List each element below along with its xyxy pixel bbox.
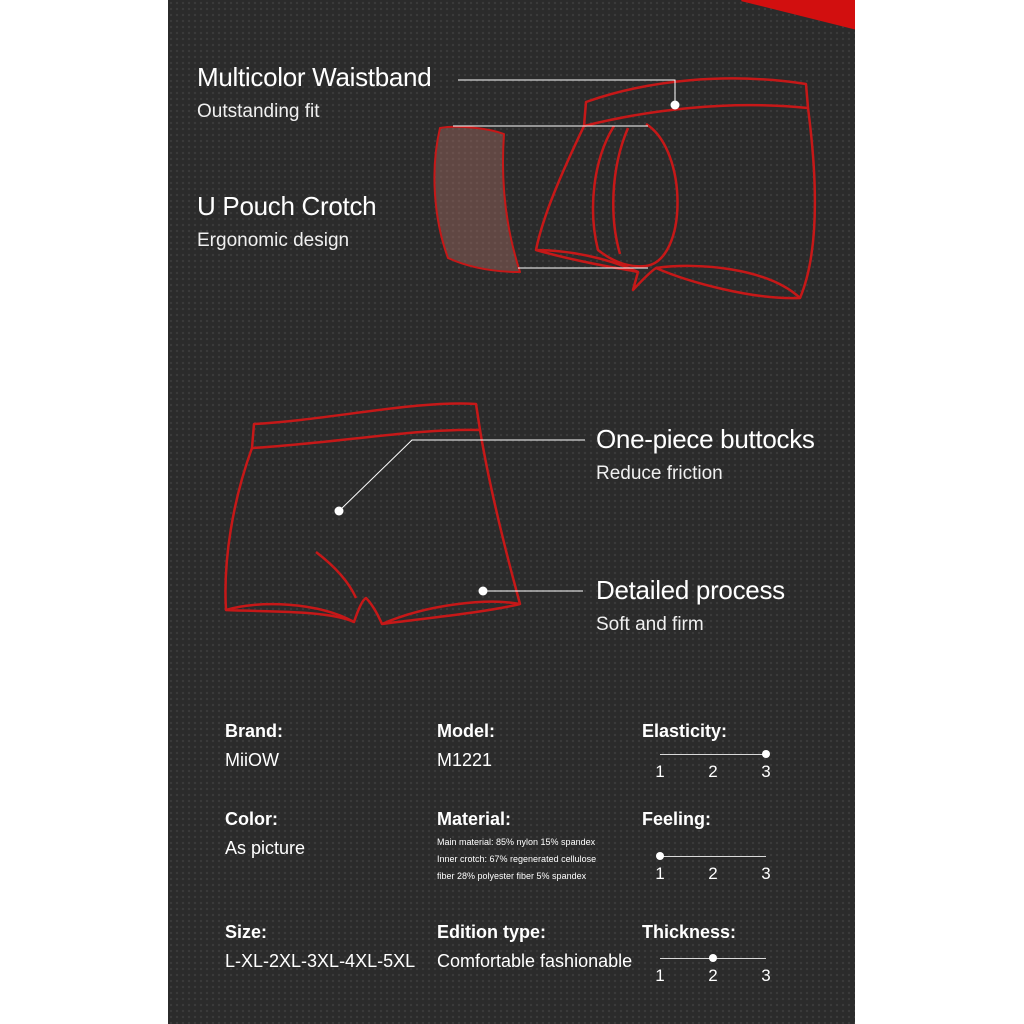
buttocks-dot	[335, 507, 344, 516]
spec-color	[225, 808, 305, 859]
feature-subtitle: Ergonomic design	[197, 230, 350, 251]
spec-label: Size:	[225, 922, 268, 942]
material-line: Main material: 85% nylon 15% spandex	[437, 837, 596, 847]
waistband-leader	[458, 80, 675, 105]
material-line: Inner crotch: 67% regenerated cellulose	[437, 854, 597, 864]
spec-material	[437, 808, 596, 885]
process-dot	[479, 587, 488, 596]
back-view-illustration	[225, 403, 520, 624]
feature-title: U Pouch Crotch	[197, 191, 377, 221]
back-seam	[316, 552, 356, 598]
scale-line	[660, 856, 766, 857]
front-view-illustration	[434, 78, 815, 298]
spec-value: M1221	[437, 750, 493, 770]
buttocks-leader	[339, 440, 585, 511]
spec-label: Edition type:	[437, 922, 546, 942]
scale-tick-label: 3	[761, 966, 771, 985]
callout-lines	[339, 80, 675, 591]
front-pouch	[593, 124, 677, 266]
callout-dots	[335, 101, 680, 596]
feature-buttocks	[596, 424, 815, 486]
spec-value: As picture	[225, 838, 306, 858]
scale-tick-label: 1	[655, 864, 665, 883]
feature-title: One-piece buttocks	[596, 424, 815, 454]
feature-pouch	[197, 191, 376, 253]
spec-size	[225, 921, 415, 972]
feeling-scale	[655, 852, 778, 892]
material-line: fiber 28% polyester fiber 5% spandex	[437, 871, 587, 881]
feature-subtitle: Soft and firm	[596, 614, 704, 635]
waistband-dot	[671, 101, 680, 110]
spec-model	[437, 720, 495, 771]
rating-elasticity	[642, 720, 727, 742]
rating-label: Thickness:	[642, 922, 737, 942]
spec-value: MiiOW	[225, 750, 279, 770]
scale-marker	[762, 750, 770, 758]
rating-label: Feeling:	[642, 809, 712, 829]
back-body	[225, 430, 520, 624]
spec-label: Color:	[225, 809, 278, 829]
scale-tick-label: 1	[655, 966, 665, 985]
rating-thickness	[642, 921, 736, 943]
feature-subtitle: Reduce friction	[596, 463, 723, 484]
front-pouch-inner	[613, 128, 628, 254]
scale-tick-label: 3	[761, 762, 771, 781]
spec-label: Brand:	[225, 721, 283, 741]
elasticity-scale	[655, 750, 778, 790]
front-leg-right	[656, 266, 800, 298]
spec-label: Model:	[437, 721, 495, 741]
feature-process	[596, 575, 785, 637]
scale-marker	[656, 852, 664, 860]
thickness-scale	[655, 954, 778, 994]
scale-tick-label: 2	[708, 762, 718, 781]
scale-line	[660, 754, 766, 755]
front-body	[536, 108, 815, 298]
front-waistband	[584, 78, 808, 126]
rating-feeling	[642, 808, 711, 830]
product-detail-panel	[168, 0, 855, 1024]
feature-subtitle: Outstanding fit	[197, 101, 320, 122]
rating-label: Elasticity:	[642, 721, 728, 741]
feature-title: Multicolor Waistband	[197, 62, 432, 92]
feature-waistband	[197, 62, 431, 124]
spec-edition	[437, 921, 632, 972]
scale-tick-label: 2	[708, 966, 718, 985]
scale-tick-label: 1	[655, 762, 665, 781]
scale-tick-label: 2	[708, 864, 718, 883]
spec-value: Comfortable fashionable	[437, 951, 633, 971]
back-waistband	[252, 403, 480, 448]
spec-label: Material:	[437, 809, 512, 829]
spec-brand	[225, 720, 283, 771]
spec-value: L-XL-2XL-3XL-4XL-5XL	[225, 951, 416, 971]
scale-tick-label: 3	[761, 864, 771, 883]
pouch-panel	[434, 127, 520, 272]
feature-title: Detailed process	[596, 575, 785, 605]
scale-marker	[709, 954, 717, 962]
